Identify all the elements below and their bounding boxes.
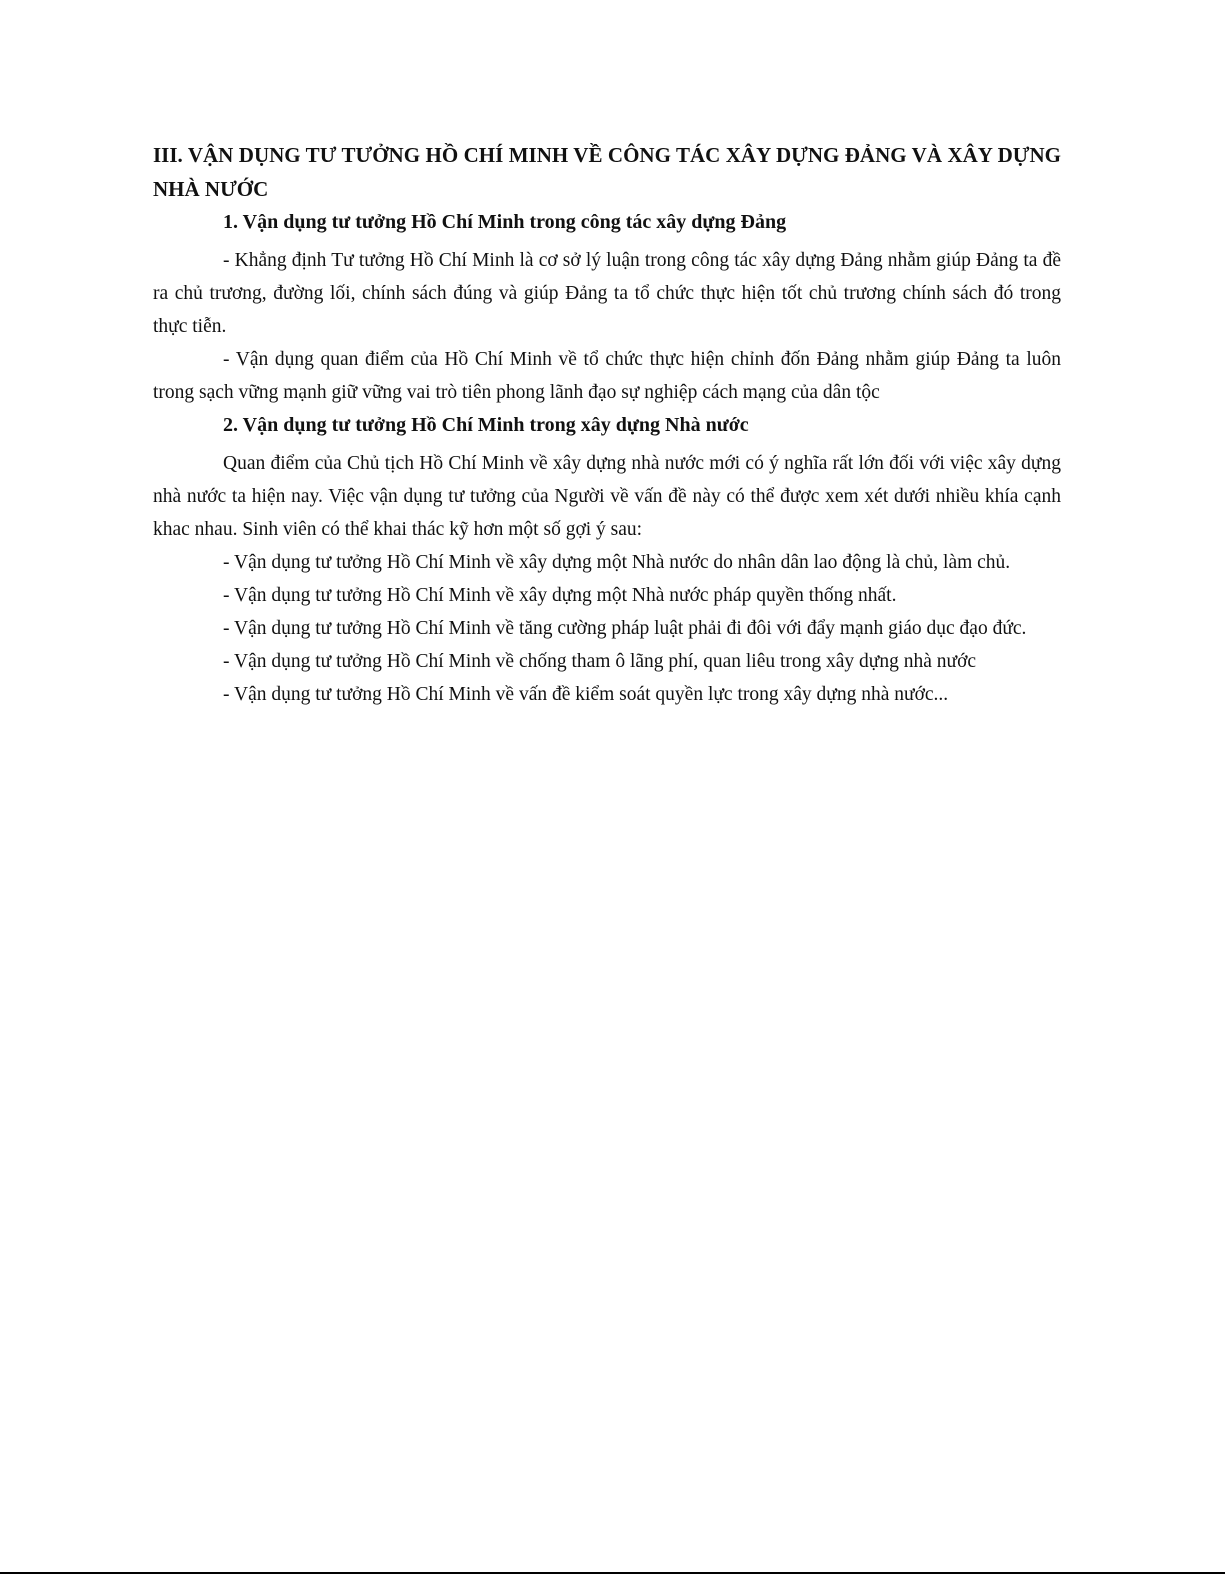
section-2-paragraph: - Vận dụng tư tưởng Hồ Chí Minh về tăng cường pháp luật phải đi đôi với đẩy mạnh giáo dục đạo đức. [223, 618, 1027, 639]
section-2-paragraph: - Vận dụng tư tưởng Hồ Chí Minh về chống tham ô lãng phí, quan liêu trong xây dựng nhà nước [223, 651, 977, 672]
section-2-paragraph: - Vận dụng tư tưởng Hồ Chí Minh về xây dựng một Nhà nước do nhân dân lao động là chủ, làm chủ. [223, 552, 1011, 573]
section-2-paragraph: Quan điểm của Chủ tịch Hồ Chí Minh về xây dựng nhà nước mới có ý nghĩa rất lớn đối với việc xây dựng nhà nước ta hiện nay. Việc vận dụng tư tưởng của Người về vấn đề này có thể được xem xét dưới nhiều khía cạnh khac nhau. Sinh viên có thể khai thác kỹ hơn một số gợi ý sau: [153, 453, 1061, 540]
section-1-title: 1. Vận dụng tư tưởng Hồ Chí Minh trong công tác xây dựng Đảng [223, 211, 787, 233]
document-page [153, 138, 1061, 711]
section-2-paragraph: - Vận dụng tư tưởng Hồ Chí Minh về xây dựng một Nhà nước pháp quyền thống nhất. [223, 585, 897, 606]
section-2-paragraph: - Vận dụng tư tưởng Hồ Chí Minh về vấn đề kiểm soát quyền lực trong xây dựng nhà nước... [223, 684, 949, 705]
section-1-paragraph: - Vận dụng quan điểm của Hồ Chí Minh về tổ chức thực hiện chỉnh đốn Đảng nhằm giúp Đảng ta luôn trong sạch vững mạnh giữ vững vai trò tiên phong lãnh đạo sự nghiệp cách mạng của dân tộc [153, 349, 1061, 403]
section-1-paragraph: - Khẳng định Tư tưởng Hồ Chí Minh là cơ sở lý luận trong công tác xây dựng Đảng nhằm giúp Đảng ta đề ra chủ trương, đường lối, chính sách đúng và giúp Đảng ta tổ chức thực hiện tốt chủ trương chính sách đó trong thực tiễn. [153, 250, 1061, 337]
main-heading: III. VẬN DỤNG TƯ TƯỞNG HỒ CHÍ MINH VỀ CÔNG TÁC XÂY DỰNG ĐẢNG VÀ XÂY DỰNG NHÀ NƯỚC [153, 143, 1061, 201]
section-2-title: 2. Vận dụng tư tưởng Hồ Chí Minh trong xây dựng Nhà nước [223, 414, 749, 436]
page-bottom-divider [0, 1572, 1225, 1574]
